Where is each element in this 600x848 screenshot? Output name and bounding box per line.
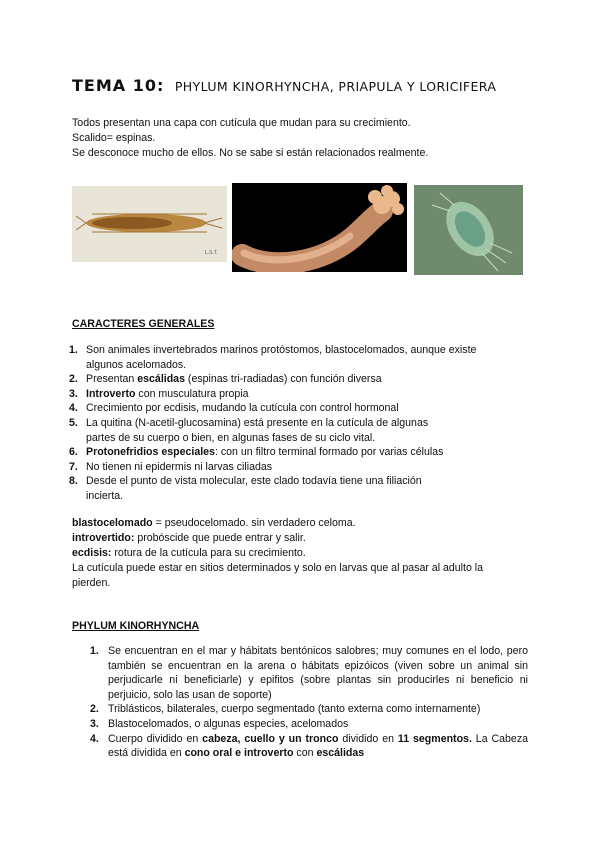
definitions [72,516,532,591]
cuticle-note: La cutícula puede estar en sitios determinados y solo en larvas que al pasar al adulto la [72,562,484,574]
list-item: 1. Son animales invertebrados marinos protóstomos, blastocelomados, aunque existe algunos acelomados. [69,344,477,371]
list-item: 5. La quitina (N-acetil-glucosamina) está presente en la cutícula de algunas partes de su cuerpo o bien, en algunas fases de su ciclo vital. [69,416,429,444]
title-text: PHYLUM KINORHYNCHA, PRIAPULA Y LORICIFERA [174,79,497,94]
list-item: 6. Protonefridios especiales: con un filtro terminal formado por varias células [69,446,444,459]
page-title [72,76,496,96]
list-item: 2. Presentan escálidas (espinas tri-radiadas) con función diversa [69,373,382,386]
title-number: TEMA 10: [72,76,165,95]
list-item: 3. Blastocelomados, o algunas especies, acelomados [90,717,349,730]
general-characteristics-list [69,343,506,504]
kinorhyncha-list [90,644,529,761]
list-item: 8. Desde el punto de vista molecular, este clado todavía tiene una filiación incierta. [69,475,422,502]
list-item: 3. Introverto con musculatura propia [69,387,249,400]
intro-line: Scalido= espinas. [72,132,156,144]
definition: ecdisis: rotura de la cutícula para su crecimiento. [72,547,306,559]
intro-line: Se desconoce mucho de ellos. No se sabe si están relacionados realmente. [72,147,429,159]
definition: blastocelomado = pseudocelomado. sin verdadero celoma. [72,517,356,529]
list-item: 4. Crecimiento por ecdisis, mudando la cutícula con control hormonal [69,402,399,415]
list-item: 4. Cuerpo dividido en cabeza, cuello y un tronco dividido en 11 segmentos. La Cabeza está dividida en cono oral e introverto con escálidas [90,732,529,760]
photo-label: L.S.T. [205,250,218,256]
list-item: 7. No tienen ni epidermis ni larvas ciliadas [69,460,273,473]
list-item: 1. Se encuentran en el mar y hábitats bentónicos salobres; muy comunes en el lodo, pero también se encuentran en la arena o hábitats epizóicos (viven sobre un animal sin perjudicarle ni beneficiarle) y epifitos (sobre plantas sin producirles ni beneficio ni perjuicio, solo las usan de soporte) [90,645,528,701]
definition: introvertido: probóscide que puede entrar y salir. [72,532,306,544]
priapula-photo [232,183,407,272]
section-heading-kinorhyncha: PHYLUM KINORHYNCHA [72,620,200,632]
intro-line: Todos presentan una capa con cutícula que mudan para su crecimiento. [72,117,411,129]
cuticle-note: pierden. [72,577,111,589]
kinorhyncha-photo [72,186,227,262]
section-heading-general: CARACTERES GENERALES [72,318,215,330]
loricifera-photo [414,185,523,275]
list-item: 2. Triblásticos, bilaterales, cuerpo segmentado (tanto externa como internamente) [90,703,481,716]
